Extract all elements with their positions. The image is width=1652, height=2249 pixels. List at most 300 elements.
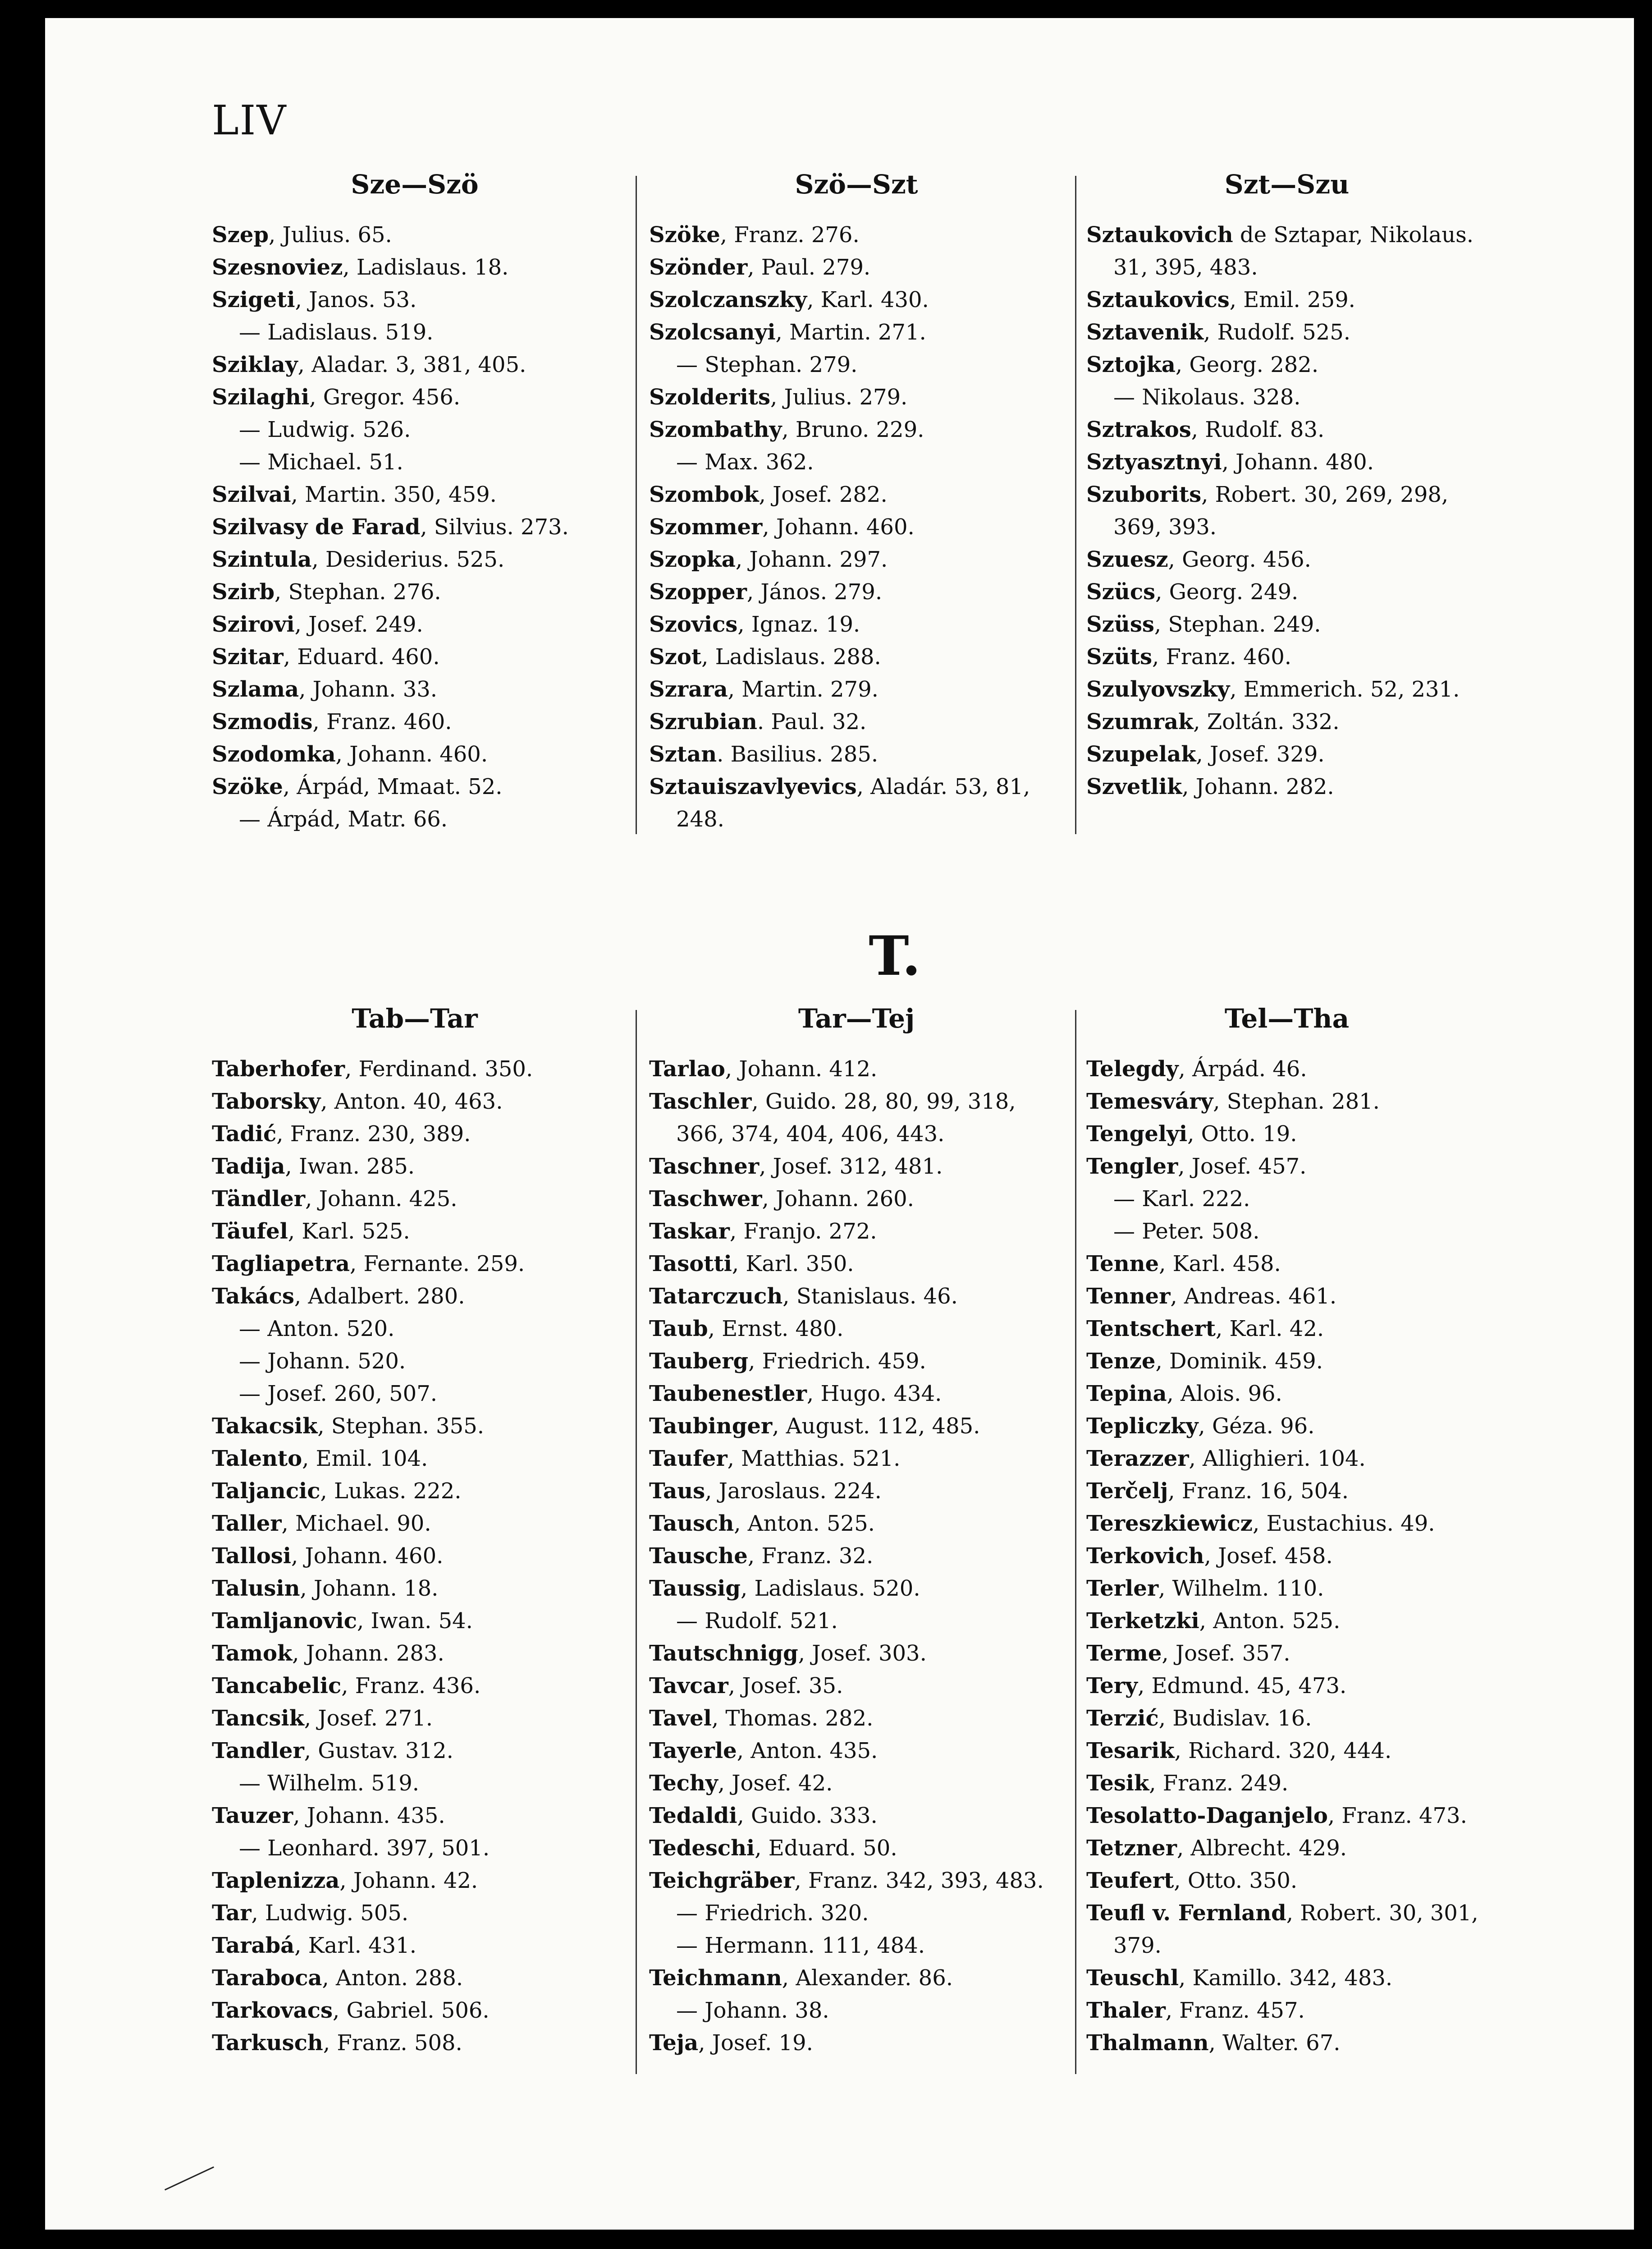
entry-surname: Teichgräber xyxy=(649,1868,795,1893)
entry-detail: , Robert. 30, 301, xyxy=(1286,1900,1478,1926)
entry-surname: Sztauiszavlyevics xyxy=(649,774,857,799)
index-column-szt-szu xyxy=(1086,219,1474,803)
entry-surname: Szmodis xyxy=(212,709,313,734)
index-entry xyxy=(649,641,1030,673)
entry-surname: Szönder xyxy=(649,255,748,280)
entry-surname: Taus xyxy=(649,1478,705,1504)
entry-surname: Tandler xyxy=(212,1738,304,1763)
entry-surname: Tauberg xyxy=(649,1349,749,1374)
index-entry xyxy=(649,1215,1044,1248)
entry-detail: , Michael. 90. xyxy=(281,1511,431,1536)
entry-surname: Täufel xyxy=(212,1219,288,1244)
entry-detail: , Árpád. 46. xyxy=(1178,1056,1307,1082)
index-entry xyxy=(212,219,569,251)
entry-surname: Taschner xyxy=(649,1154,760,1179)
entry-detail: , Johann. 425. xyxy=(305,1186,458,1212)
index-entry xyxy=(649,1799,1044,1832)
entry-surname: Tancsik xyxy=(212,1706,304,1731)
entry-detail: , Richard. 320, 444. xyxy=(1174,1738,1392,1763)
index-entry xyxy=(212,673,569,706)
entry-detail: , Emil. 104. xyxy=(302,1446,428,1471)
index-entry xyxy=(649,381,1030,413)
index-entry xyxy=(649,608,1030,641)
entry-surname: Szücs xyxy=(1086,579,1156,605)
index-entry xyxy=(1086,1085,1478,1118)
index-entry xyxy=(1086,2027,1478,2059)
index-entry xyxy=(649,738,1030,771)
index-entry xyxy=(1086,608,1474,641)
entry-detail: , Franz. 508. xyxy=(323,2030,462,2056)
entry-surname: Szrara xyxy=(649,677,728,702)
entry-detail: , Johann. 480. xyxy=(1222,450,1374,475)
entry-surname: Terme xyxy=(1086,1641,1162,1666)
index-entry xyxy=(212,1767,533,1799)
entry-surname: Thaler xyxy=(1086,1998,1166,2023)
entry-surname: Szvetlik xyxy=(1086,774,1182,799)
entry-surname: Teufert xyxy=(1086,1868,1174,1893)
index-entry xyxy=(649,1605,1044,1637)
index-entry xyxy=(1086,1118,1478,1150)
entry-surname: Teufl v. Fernland xyxy=(1086,1900,1286,1926)
index-entry xyxy=(649,1702,1044,1735)
index-entry xyxy=(649,706,1030,738)
index-entry xyxy=(212,381,569,413)
entry-surname: Tarkovacs xyxy=(212,1998,333,2023)
entry-surname: Taschwer xyxy=(649,1186,762,1212)
entry-surname: — Wilhelm. 519. xyxy=(239,1771,420,1796)
entry-surname: Tautschnigg xyxy=(649,1641,798,1666)
entry-surname: Szovics xyxy=(649,612,738,637)
entry-detail: , Josef. 458. xyxy=(1204,1543,1333,1569)
index-entry xyxy=(212,1605,533,1637)
entry-surname: Sziklay xyxy=(212,352,298,377)
entry-surname: — Friedrich. 320. xyxy=(676,1900,869,1926)
entry-surname: Tamljanovic xyxy=(212,1608,357,1634)
entry-detail: , Stephan. 355. xyxy=(317,1414,484,1439)
entry-detail: , Josef. 19. xyxy=(698,2030,813,2056)
entry-detail: , Emmerich. 52, 231. xyxy=(1230,677,1460,702)
section-letter: T. xyxy=(869,924,921,988)
entry-detail: , Janos. 53. xyxy=(295,287,417,312)
index-entry xyxy=(212,1442,533,1475)
entry-surname: — Ladislaus. 519. xyxy=(239,320,434,345)
index-entry xyxy=(212,1215,533,1248)
stray-pen-mark xyxy=(165,2166,214,2190)
index-column-szo-szt xyxy=(649,219,1030,835)
entry-surname: Szöke xyxy=(212,774,283,799)
entry-surname: Tedeschi xyxy=(649,1836,755,1861)
entry-surname: Sztaukovics xyxy=(1086,287,1230,312)
page-number: LIV xyxy=(212,97,287,144)
entry-surname: Tepina xyxy=(1086,1381,1167,1406)
entry-detail: , Guido. 333. xyxy=(737,1803,878,1828)
index-entry xyxy=(212,771,569,803)
index-entry xyxy=(649,1053,1044,1085)
entry-detail: , Anton. 40, 463. xyxy=(320,1089,503,1114)
entry-detail: , Martin. 279. xyxy=(728,677,879,702)
entry-detail: , Emil. 259. xyxy=(1229,287,1355,312)
index-entry xyxy=(212,413,569,446)
index-entry xyxy=(212,251,569,284)
index-entry xyxy=(1086,1410,1478,1442)
index-entry xyxy=(1086,1377,1478,1410)
entry-surname: Tesolatto-Daganjelo xyxy=(1086,1803,1328,1828)
index-entry xyxy=(649,1637,1044,1670)
entry-detail: , Rudolf. 525. xyxy=(1204,320,1351,345)
index-entry xyxy=(1086,478,1474,511)
index-entry xyxy=(212,1670,533,1702)
entry-detail: , Edmund. 45, 473. xyxy=(1137,1673,1347,1698)
index-entry xyxy=(649,1994,1044,2027)
entry-detail: , Josef. 303. xyxy=(798,1641,927,1666)
index-entry xyxy=(212,349,569,381)
entry-detail: , Matthias. 521. xyxy=(727,1446,901,1471)
entry-detail: , Fernante. 259. xyxy=(350,1251,525,1276)
entry-surname: Taljancic xyxy=(212,1478,320,1504)
entry-surname: Tenne xyxy=(1086,1251,1159,1276)
entry-detail: . Basilius. 285. xyxy=(717,742,879,767)
entry-detail: , Franz. 457. xyxy=(1165,1998,1305,2023)
index-entry xyxy=(212,1637,533,1670)
entry-surname: Szupelak xyxy=(1086,742,1196,767)
entry-detail: , Aladar. 3, 381, 405. xyxy=(297,352,526,377)
entry-detail: , Silvius. 273. xyxy=(420,514,569,540)
entry-detail: , Kamillo. 342, 483. xyxy=(1179,1965,1393,1991)
entry-surname: Tar xyxy=(212,1900,252,1926)
entry-detail: , Ignaz. 19. xyxy=(737,612,860,637)
index-entry xyxy=(1086,738,1474,771)
index-entry xyxy=(212,608,569,641)
index-entry xyxy=(212,803,569,835)
entry-detail: , Ladislaus. 18. xyxy=(343,255,509,280)
entry-detail: , Thomas. 282. xyxy=(711,1706,874,1731)
entry-surname: Szilvai xyxy=(212,482,291,507)
entry-detail: , Stephan. 281. xyxy=(1213,1089,1380,1114)
index-entry xyxy=(212,1540,533,1572)
entry-surname: — Leonhard. 397, 501. xyxy=(239,1836,490,1861)
entry-surname: Szuesz xyxy=(1086,547,1168,572)
entry-detail: , Eustachius. 49. xyxy=(1252,1511,1435,1536)
index-entry xyxy=(212,1572,533,1605)
entry-detail: , Stephan. 276. xyxy=(275,579,441,605)
index-entry xyxy=(649,1183,1044,1215)
entry-detail: , Stanislaus. 46. xyxy=(783,1284,958,1309)
entry-surname: Szolcsanyi xyxy=(649,320,776,345)
index-column-sze-szo xyxy=(212,219,569,835)
index-entry xyxy=(649,771,1030,803)
index-entry xyxy=(212,1799,533,1832)
index-entry xyxy=(649,316,1030,349)
index-entry xyxy=(1086,1962,1478,1994)
index-entry xyxy=(212,1410,533,1442)
entry-surname: Tetzner xyxy=(1086,1836,1177,1861)
column-divider xyxy=(636,1010,637,2074)
column-heading-szo-szt: Szö—Szt xyxy=(795,169,918,200)
entry-detail: , Josef. 329. xyxy=(1196,742,1325,767)
index-entry xyxy=(212,738,569,771)
entry-detail: , Josef. 312, 481. xyxy=(759,1154,943,1179)
entry-surname: Szrubian xyxy=(649,709,757,734)
entry-detail: , Anton. 525. xyxy=(1199,1608,1341,1634)
entry-detail: , Johann. 460. xyxy=(335,742,488,767)
entry-detail: , Georg. 456. xyxy=(1168,547,1311,572)
index-entry xyxy=(1086,1540,1478,1572)
index-entry xyxy=(1086,771,1474,803)
entry-detail: , Franz. 460. xyxy=(312,709,452,734)
index-entry xyxy=(212,1085,533,1118)
index-entry xyxy=(1086,673,1474,706)
entry-detail: , Karl. 350. xyxy=(732,1251,854,1276)
entry-surname: Tarlao xyxy=(649,1056,725,1082)
index-entry xyxy=(212,576,569,608)
entry-surname: Tadić xyxy=(212,1121,277,1147)
entry-surname: Szulyovszky xyxy=(1086,677,1230,702)
index-entry xyxy=(212,543,569,576)
entry-surname: Tändler xyxy=(212,1186,306,1212)
entry-detail: , August. 112, 485. xyxy=(772,1414,980,1439)
index-entry xyxy=(649,446,1030,478)
entry-detail: , Ladislaus. 288. xyxy=(701,644,881,670)
entry-detail: , Josef. 249. xyxy=(294,612,423,637)
entry-detail: , Josef. 282. xyxy=(759,482,888,507)
entry-detail: , Franz. 342, 393, 483. xyxy=(794,1868,1044,1893)
index-entry xyxy=(1086,1637,1478,1670)
entry-surname: Teichmann xyxy=(649,1965,782,1991)
index-entry xyxy=(1086,1929,1478,1962)
entry-detail: , Franz. 276. xyxy=(720,222,860,248)
entry-detail: , Johann. 18. xyxy=(300,1576,439,1601)
index-entry xyxy=(649,1345,1044,1377)
index-entry xyxy=(1086,1475,1478,1507)
entry-surname: 369, 393. xyxy=(1113,514,1217,540)
entry-surname: Tesik xyxy=(1086,1771,1149,1796)
entry-detail: , Johann. 297. xyxy=(735,547,888,572)
entry-surname: — Anton. 520. xyxy=(239,1316,395,1341)
column-divider xyxy=(1075,176,1076,834)
entry-surname: Taskar xyxy=(649,1219,730,1244)
entry-detail: , Alois. 96. xyxy=(1167,1381,1282,1406)
entry-surname: 248. xyxy=(676,807,724,832)
index-entry xyxy=(649,1410,1044,1442)
index-entry xyxy=(649,349,1030,381)
entry-surname: Talusin xyxy=(212,1576,300,1601)
column-divider xyxy=(636,176,637,834)
index-entry xyxy=(212,478,569,511)
entry-surname: — Max. 362. xyxy=(676,450,814,475)
index-entry xyxy=(649,1670,1044,1702)
entry-surname: Tayerle xyxy=(649,1738,737,1763)
entry-surname: 379. xyxy=(1113,1933,1162,1958)
entry-detail: , Iwan. 54. xyxy=(357,1608,473,1634)
index-entry xyxy=(212,1345,533,1377)
entry-surname: Tausche xyxy=(649,1543,748,1569)
entry-detail: , Johann. 260. xyxy=(762,1186,914,1212)
index-entry xyxy=(1086,1735,1478,1767)
entry-surname: — Rudolf. 521. xyxy=(676,1608,838,1634)
entry-detail: , Georg. 282. xyxy=(1175,352,1319,377)
entry-detail: , Wilhelm. 110. xyxy=(1158,1576,1324,1601)
entry-surname: Szodomka xyxy=(212,742,336,767)
entry-surname: Szot xyxy=(649,644,702,670)
entry-surname: Szigeti xyxy=(212,287,295,312)
entry-detail: , János. 279. xyxy=(746,579,883,605)
entry-detail: , Franz. 436. xyxy=(341,1673,481,1698)
entry-surname: Thalmann xyxy=(1086,2030,1209,2056)
entry-surname: Taussig xyxy=(649,1576,741,1601)
index-column-tar-tej xyxy=(649,1053,1044,2059)
entry-detail: , Karl. 430. xyxy=(807,287,929,312)
index-entry xyxy=(212,1832,533,1864)
index-entry xyxy=(1086,1670,1478,1702)
entry-surname: Taberhofer xyxy=(212,1056,345,1082)
index-entry xyxy=(212,1507,533,1540)
entry-detail: , Johann. 435. xyxy=(293,1803,445,1828)
entry-surname: — Peter. 508. xyxy=(1113,1219,1260,1244)
index-entry xyxy=(649,511,1030,543)
entry-detail: , Johann. 282. xyxy=(1182,774,1334,799)
index-entry xyxy=(649,1897,1044,1929)
entry-detail: , Eduard. 460. xyxy=(283,644,440,670)
index-entry xyxy=(212,706,569,738)
entry-detail: , Johann. 412. xyxy=(725,1056,878,1082)
entry-surname: Terazzer xyxy=(1086,1446,1189,1471)
entry-surname: Tauzer xyxy=(212,1803,293,1828)
entry-detail: , Árpád, Mmaat. 52. xyxy=(283,774,503,799)
page-sheet xyxy=(45,18,1634,2230)
entry-surname: Szilvasy de Farad xyxy=(212,514,421,540)
entry-surname: — Ludwig. 526. xyxy=(239,417,411,442)
index-entry xyxy=(212,1897,533,1929)
index-entry xyxy=(212,641,569,673)
column-heading-szt-szu: Szt—Szu xyxy=(1224,169,1350,200)
entry-detail: , Julius. 279. xyxy=(770,385,908,410)
index-entry xyxy=(1086,1832,1478,1864)
index-entry xyxy=(1086,1248,1478,1280)
entry-surname: Szirb xyxy=(212,579,275,605)
entry-surname: Terzić xyxy=(1086,1706,1159,1731)
index-entry xyxy=(1086,1605,1478,1637)
entry-surname: Terler xyxy=(1086,1576,1159,1601)
entry-surname: Tenze xyxy=(1086,1349,1156,1374)
index-entry xyxy=(212,1929,533,1962)
index-entry xyxy=(649,1929,1044,1962)
index-entry xyxy=(649,1118,1044,1150)
entry-detail: de Sztapar, Nikolaus. xyxy=(1233,222,1474,248)
entry-surname: Sztavenik xyxy=(1086,320,1204,345)
index-entry xyxy=(649,1442,1044,1475)
index-entry xyxy=(212,511,569,543)
entry-surname: Szolczanszky xyxy=(649,287,807,312)
index-entry xyxy=(212,316,569,349)
index-entry xyxy=(1086,1150,1478,1183)
index-entry xyxy=(649,673,1030,706)
index-entry xyxy=(212,284,569,316)
entry-surname: Szintula xyxy=(212,547,312,572)
entry-surname: Szombok xyxy=(649,482,759,507)
entry-detail: , Franz. 32. xyxy=(747,1543,874,1569)
index-entry xyxy=(649,284,1030,316)
entry-surname: Techy xyxy=(649,1771,718,1796)
entry-detail: , Robert. 30, 269, 298, xyxy=(1201,482,1449,507)
entry-surname: — Karl. 222. xyxy=(1113,1186,1250,1212)
entry-surname: Szumrak xyxy=(1086,709,1194,734)
entry-detail: , Andreas. 461. xyxy=(1170,1284,1337,1309)
entry-surname: — Josef. 260, 507. xyxy=(239,1381,438,1406)
entry-surname: Taborsky xyxy=(212,1089,321,1114)
entry-surname: Szilaghi xyxy=(212,385,310,410)
entry-detail: , Johann. 460. xyxy=(291,1543,444,1569)
index-entry xyxy=(649,576,1030,608)
entry-detail: , Josef. 457. xyxy=(1178,1154,1307,1179)
entry-detail: , Hugo. 434. xyxy=(806,1381,942,1406)
index-entry xyxy=(1086,1507,1478,1540)
entry-detail: , Karl. 525. xyxy=(288,1219,410,1244)
entry-surname: Szüss xyxy=(1086,612,1154,637)
index-entry xyxy=(1086,1215,1478,1248)
entry-surname: Szüts xyxy=(1086,644,1153,670)
entry-surname: Tedaldi xyxy=(649,1803,737,1828)
entry-surname: Taplenizza xyxy=(212,1868,340,1893)
entry-surname: Szitar xyxy=(212,644,284,670)
entry-surname: — Johann. 520. xyxy=(239,1349,406,1374)
entry-detail: , Karl. 42. xyxy=(1215,1316,1324,1341)
column-heading-tel-tha: Tel—Tha xyxy=(1224,1003,1350,1034)
entry-detail: , Iwan. 285. xyxy=(285,1154,415,1179)
index-entry xyxy=(212,1053,533,1085)
entry-detail: , Aladár. 53, 81, xyxy=(856,774,1030,799)
entry-surname: Tengelyi xyxy=(1086,1121,1188,1147)
entry-surname: Taubinger xyxy=(649,1414,773,1439)
entry-surname: 366, 374, 404, 406, 443. xyxy=(676,1121,945,1147)
entry-detail: , Martin. 350, 459. xyxy=(291,482,497,507)
column-heading-tar-tej: Tar—Tej xyxy=(798,1003,915,1034)
entry-surname: Tatarczuch xyxy=(649,1284,783,1309)
entry-surname: Taschler xyxy=(649,1089,752,1114)
index-entry xyxy=(212,1150,533,1183)
entry-detail: , Géza. 96. xyxy=(1198,1414,1315,1439)
index-entry xyxy=(212,1280,533,1313)
index-entry xyxy=(212,1377,533,1410)
index-entry xyxy=(649,1085,1044,1118)
index-entry xyxy=(212,1735,533,1767)
entry-detail: , Julius. 65. xyxy=(269,222,392,248)
index-entry xyxy=(212,1962,533,1994)
entry-detail: , Adalbert. 280. xyxy=(294,1284,465,1309)
index-entry xyxy=(1086,1702,1478,1735)
entry-surname: Szep xyxy=(212,222,269,248)
index-entry xyxy=(212,1994,533,2027)
index-entry xyxy=(1086,1897,1478,1929)
index-entry xyxy=(649,543,1030,576)
index-entry xyxy=(1086,706,1474,738)
entry-surname: — Michael. 51. xyxy=(239,450,403,475)
entry-surname: Taubenestler xyxy=(649,1381,807,1406)
entry-detail: , Desiderius. 525. xyxy=(311,547,505,572)
entry-surname: Tagliapetra xyxy=(212,1251,350,1276)
index-entry xyxy=(649,1507,1044,1540)
index-entry xyxy=(649,1377,1044,1410)
index-entry xyxy=(1086,284,1474,316)
index-entry xyxy=(649,251,1030,284)
column-divider xyxy=(1075,1010,1076,2074)
entry-detail: , Otto. 350. xyxy=(1174,1868,1298,1893)
index-column-tab-tar xyxy=(212,1053,533,2059)
entry-detail: , Zoltán. 332. xyxy=(1193,709,1340,734)
index-entry xyxy=(649,1313,1044,1345)
index-entry xyxy=(1086,1799,1478,1832)
entry-surname: Tallosi xyxy=(212,1543,291,1569)
index-entry xyxy=(649,1767,1044,1799)
